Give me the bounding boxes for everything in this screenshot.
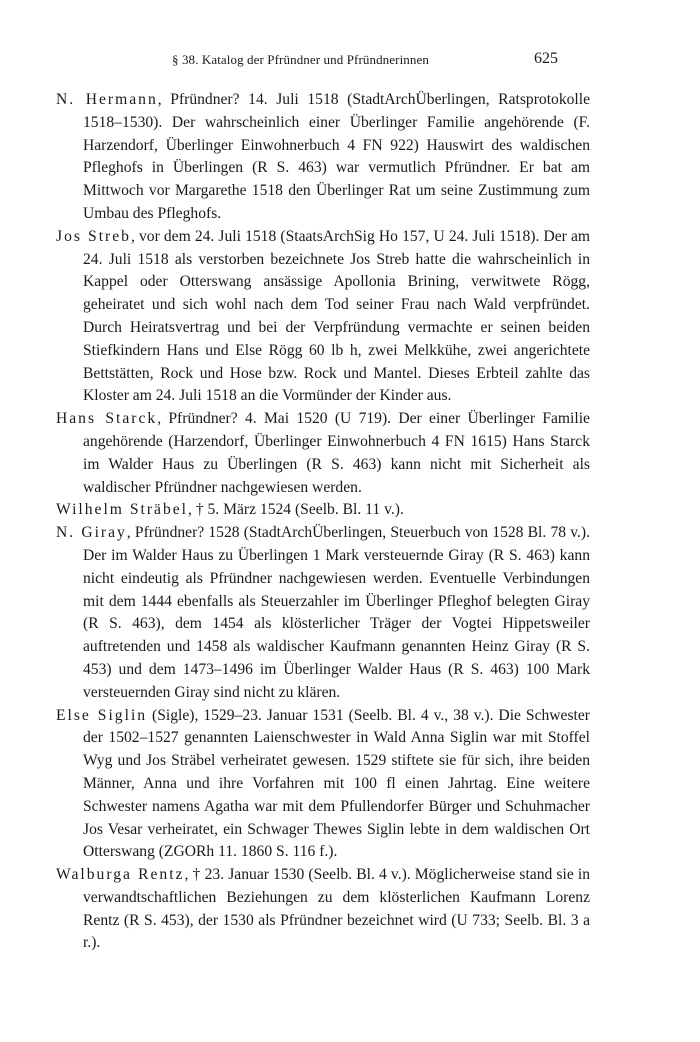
catalog-entry xyxy=(56,89,590,226)
running-head xyxy=(0,50,700,72)
entry-name: N. Giray xyxy=(56,524,127,542)
catalog-entry xyxy=(56,705,590,865)
catalog-entry xyxy=(56,522,590,704)
catalog-entry xyxy=(56,226,590,408)
entry-name: Wilhelm Sträbel xyxy=(56,501,189,519)
catalog-entry xyxy=(56,408,590,499)
entry-text: , vor dem 24. Juli 1518 (StaatsArchSig Ho 157, U 24. Juli 1518). Der am 24. Juli 1518 als verstorben bezeichnete Jos Streb hatte die wahrscheinlich in Kappel oder Otterswang ansässige Apollonia Brining, verwitwete Rögg, geheiratet und sich wohl nach dem Tod seiner Frau nach Wald verpfründet. Durch Heiratsvertrag und bei der Verpfründung vermachte er seinen beiden Stiefkindern Hans und Else Rögg 60 lb h, zwei Melkkühe, zwei angerichtete Bettstätten, Rock und Hose bzw. Rock und Mantel. Dieses Erbteil zahlte das Kloster am 24. Juli 1518 an die Vormünder der Kinder aus. xyxy=(83,227,591,405)
catalog-entry xyxy=(56,499,590,522)
entry-text: , Pfründner? 1528 (StadtArchÜberlingen, Steuerbuch von 1528 Bl. 78 v.). Der im Walder Haus zu Überlingen 1 Mark versteuernde Giray (R S. 463) kann nicht eindeutig als Pfründner nachgewiesen werden. Eventuelle Verbindungen mit dem 1444 ebenfalls als Steuerzahler im Überlinger Pfleghof belegten Giray (R S. 463), dem 1454 als klösterlicher Träger der Vogtei Hippetsweiler auftretenden und 1458 als waldischer Kaufmann genannten Heinz Giray (R S. 453) und dem 1473–1496 im Überlinger Walder Haus (R S. 463) 100 Mark versteuernden Giray sind nicht zu klären. xyxy=(83,524,590,701)
entry-text: , † 23. Januar 1530 (Seelb. Bl. 4 v.). Möglicherweise stand sie in verwandtschaftlichen Beziehungen zu dem klösterlichen Kaufmann Lorenz Rentz (R S. 453), der 1530 als Pfründner bezeichnet wird (U 733; Seelb. Bl. 3 a r.). xyxy=(83,866,591,952)
entry-text: , Pfründner? 4. Mai 1520 (U 719). Der einer Überlinger Familie angehörende (Harzendorf, Überlinger Einwohnerbuch 4 FN 1615) Hans Starck im Walder Haus zu Überlingen (R S. 463) kann nicht mit Sicherheit als waldischer Pfründner nachgewiesen werden. xyxy=(83,410,590,496)
entry-name: Jos Streb xyxy=(56,227,131,245)
entry-name: N. Hermann xyxy=(56,91,158,108)
catalog-entries xyxy=(56,89,590,955)
page-number: 625 xyxy=(534,50,558,67)
entry-name: Else Siglin xyxy=(56,706,148,724)
entry-text: (Sigle), 1529–23. Januar 1531 (Seelb. Bl. 4 v., 38 v.). Die Schwester der 1502–1527 genannten Laienschwester in Wald Anna Siglin war mit Stoffel Wyg und Jos Sträbel verheiratet gewesen. 1529 stiftete sie für sich, ihre beiden Männer, Anna und ihre Vorfahren mit 100 fl einen Jahrtag. Eine weitere Schwester namens Agatha war mit dem Pfullendorfer Bürger und Schuhmacher Jos Vesar verheiratet, ein Schwager Thewes Siglin lebte in dem waldischen Ort Otterswang (ZGORh 11. 1860 S. 116 f.). xyxy=(83,706,590,861)
entry-text: , † 5. März 1524 (Seelb. Bl. 11 v.). xyxy=(188,501,404,519)
entry-text: , Pfründner? 14. Juli 1518 (StadtArchÜberlingen, Ratsprotokolle 1518–1530). Der wahrscheinlich einer Überlinger Familie angehörende (F. Harzendorf, Überlinger Einwohnerbuch 4 FN 922) Hauswirt des waldischen Pfleghofs in Überlingen (R S. 463) war vermutlich Pfründner. Er bat am Mittwoch vor Margarethe 1518 den Überlinger Rat um seine Zustimmung zum Umbau des Pfleghofs. xyxy=(83,91,590,222)
section-title: § 38. Katalog der Pfründner und Pfründnerinnen xyxy=(172,52,429,67)
catalog-entry xyxy=(56,864,590,955)
entry-name: Hans Starck xyxy=(56,410,158,428)
entry-name: Walburga Rentz xyxy=(56,866,185,884)
